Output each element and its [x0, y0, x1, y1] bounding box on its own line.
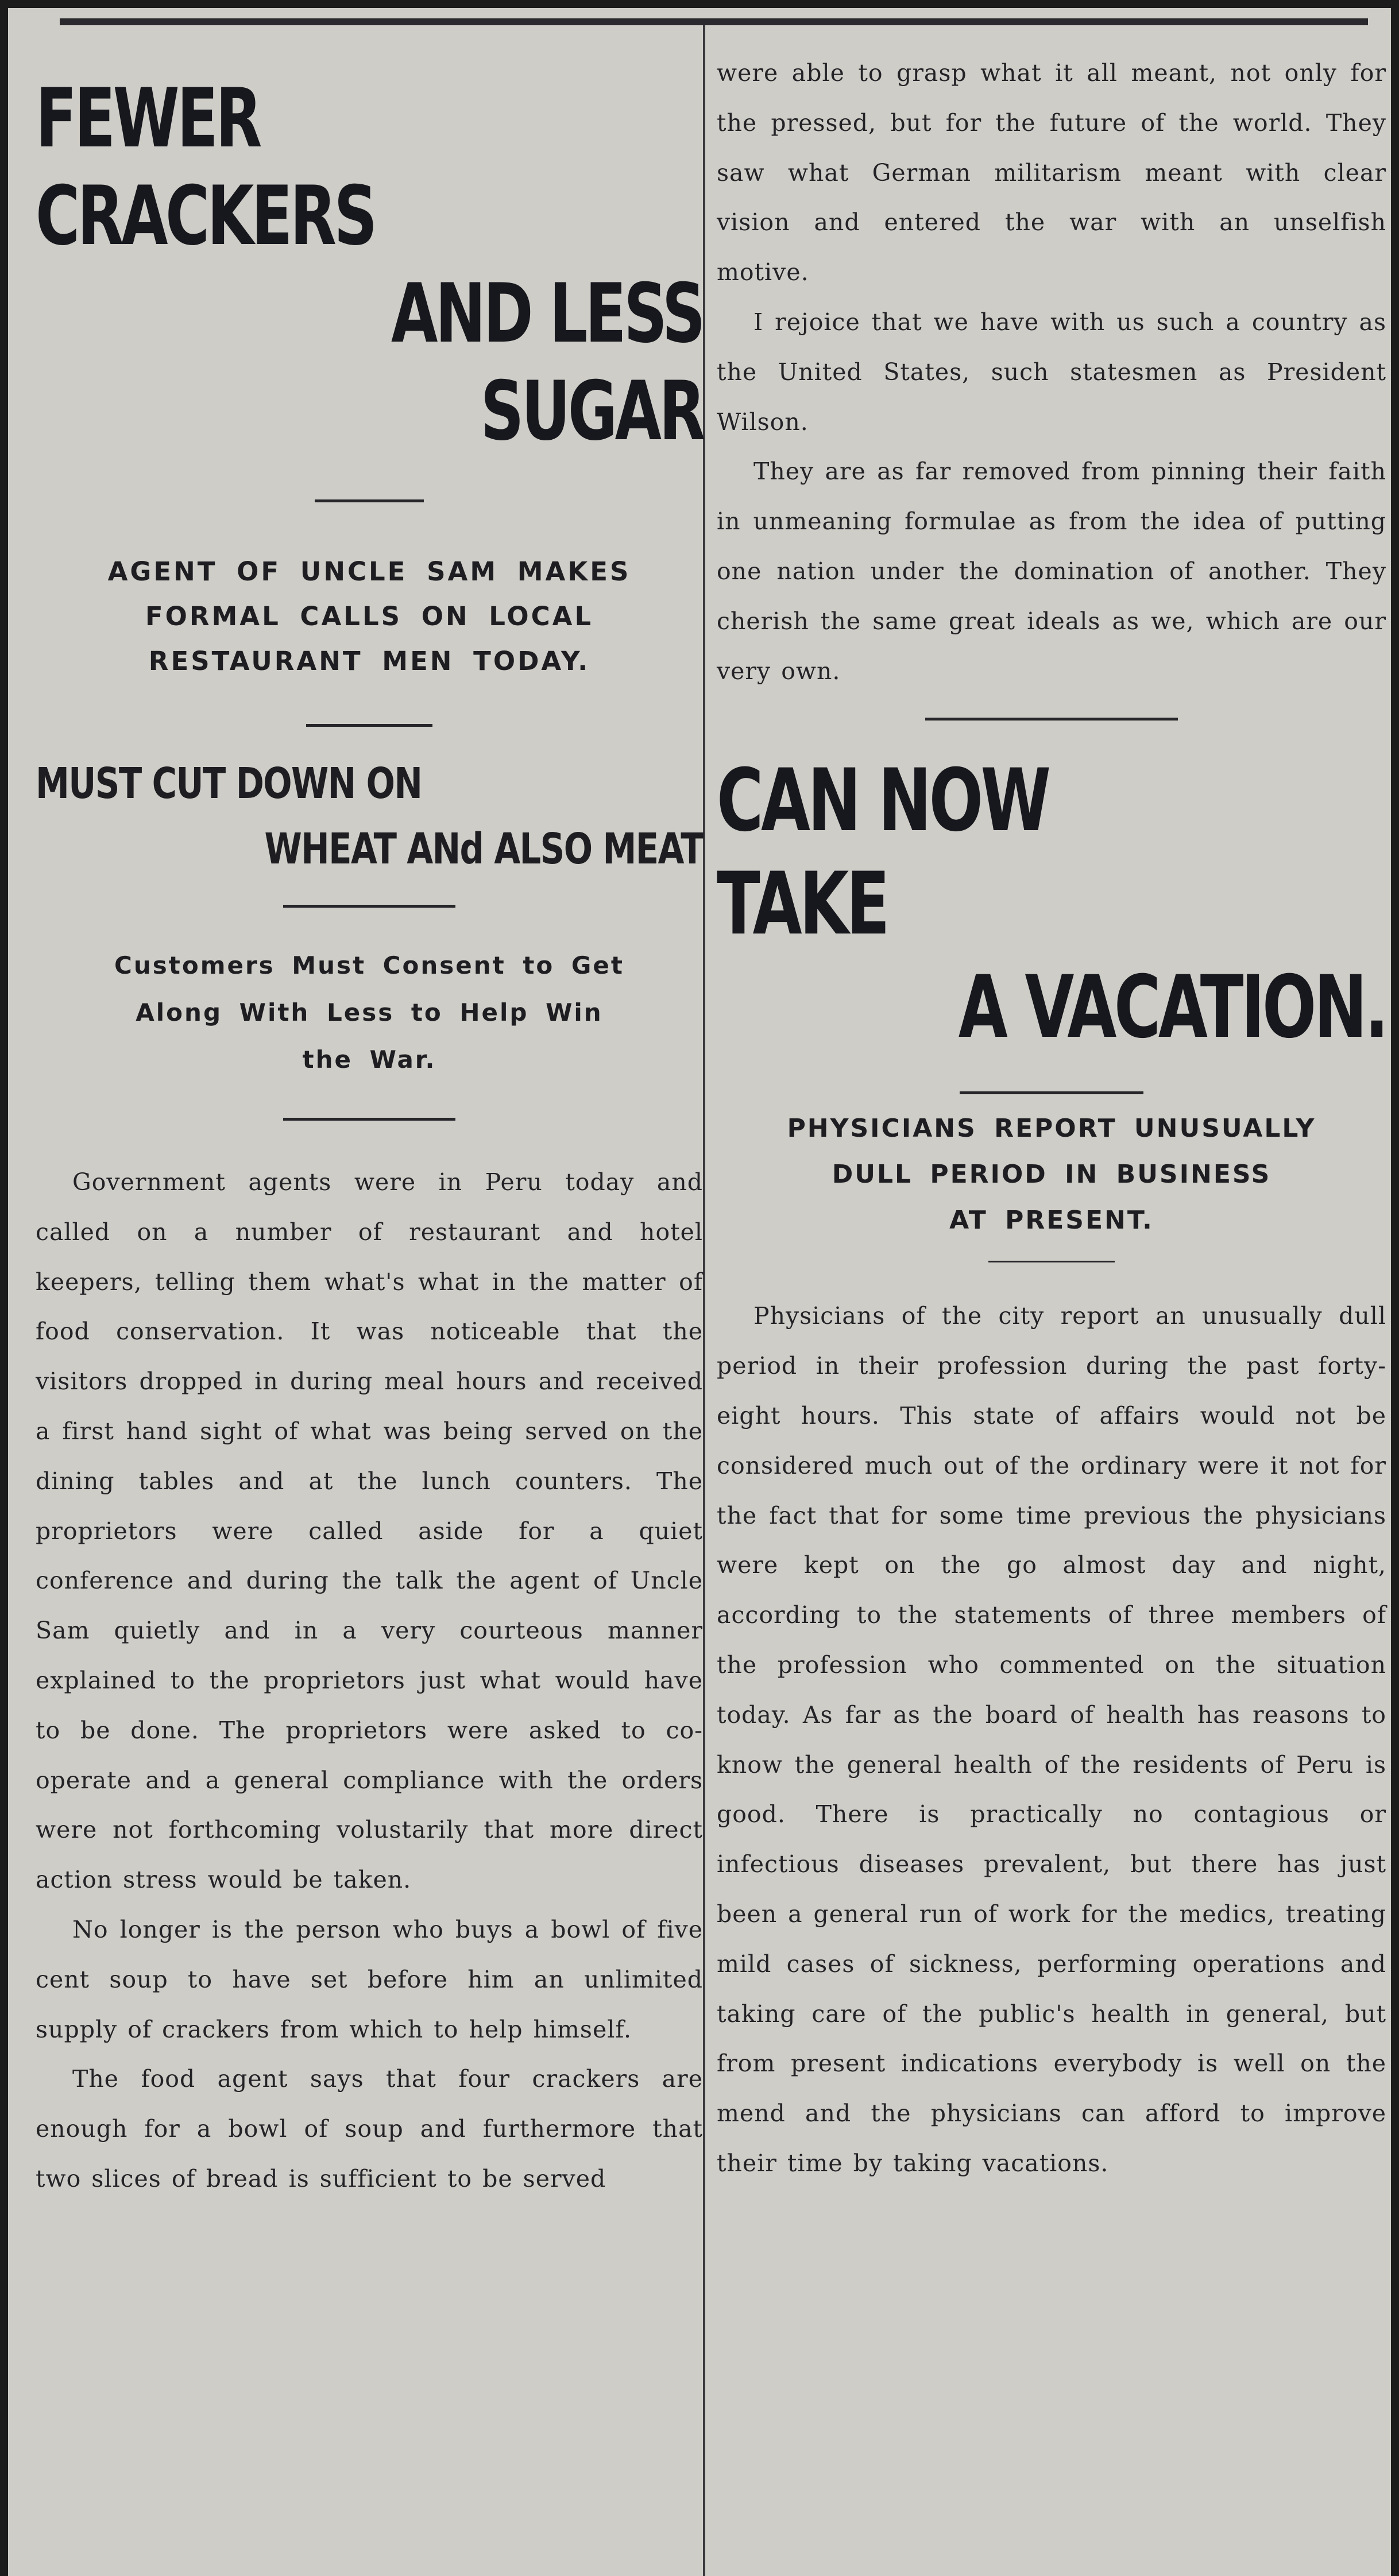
article-paragraph: I rejoice that we have with us such a country as the United States, such statesmen as President Wilson. [717, 308, 1386, 436]
deck-line: Customers Must Consent to Get [114, 951, 624, 979]
article-paragraph: Physicians of the city report an unusually dull period in their profession during the past forty-eight hours. This state of affairs would not be considered much out of the ordinary were it not for the fact that for some time previous the physicians were kept on the go almost day and night, according to the statements of three members of the profession who commented on the situation today. As far as the board of health has reasons to know the general health of the residents of Peru is good. There is practically no contagious or infectious diseases prevalent, but there has just been a general run of work for the medics, treating mild cases of sickness, performing operations and taking care of the public's health in general, but from present indications everybody is well on the mend and the physicians can afford to improve their time by taking vacations. [717, 1302, 1386, 2177]
article-paragraph: No longer is the person who buys a bowl of five cent soup to have set before him an unlimited supply of crackers from which to help himself. [36, 1915, 703, 2043]
deck-line: Along With Less to Help Win [136, 998, 603, 1026]
top-rule [60, 18, 1368, 25]
deck-line: DULL PERIOD IN BUSINESS [832, 1160, 1272, 1190]
right-column [717, 25, 1386, 2188]
deck-line: RESTAURANT MEN TODAY. [148, 646, 590, 676]
article-paragraph: They are as far removed from pinning their faith in unmeaning formulae as from the idea of putting one nation under the domination of another. They cherish the same great ideals as we, which are our very own. [717, 458, 1386, 685]
deck-line: PHYSICIANS REPORT UNUSUALLY [787, 1114, 1316, 1144]
deck-line: AGENT OF UNCLE SAM MAKES [107, 556, 631, 587]
article-paragraph: The food agent says that four crackers are enough for a bowl of soup and furthermore that two slices of bread is sufficient to be served [36, 2065, 703, 2192]
headline-line-2: A VACATION. [958, 958, 1386, 1058]
subhead-line-2: WHEAT ANd ALSO MEAT [264, 824, 703, 874]
subhead-line-1: MUST CUT DOWN ON [36, 759, 422, 808]
headline-line-1: CAN NOW TAKE [717, 751, 1049, 955]
left-column [36, 25, 703, 2204]
deck-line: AT PRESENT. [949, 1206, 1154, 1235]
deck-line: FORMAL CALLS ON LOCAL [145, 601, 594, 632]
article-paragraph: were able to grasp what it all meant, not only for the pressed, but for the future of the world. They saw what German militarism meant with clear vision and entered the war with an unselfish motive. [717, 59, 1386, 286]
headline-line-1: FEWER CRACKERS [36, 71, 375, 264]
column-divider [703, 25, 705, 2576]
headline-line-2: AND LESS SUGAR [391, 266, 703, 459]
newspaper-clipping [8, 8, 1391, 2576]
deck-line: the War. [302, 1045, 436, 1074]
article-paragraph: Government agents were in Peru today and called on a number of restaurant and hotel keepers, telling them what's what in the matter of food conservation. It was noticeable that the visitors dropped in during meal hours and received a first hand sight of what was being served on the dining tables and at the lunch counters. The proprietors were called aside for a quiet conference and during the talk the agent of Uncle Sam quietly and in a very courteous manner explained to the proprietors just what would have to be done. The proprietors were asked to co-operate and a general compliance with the orders were not forthcoming volustarily that more direct action stress would be taken. [36, 1168, 703, 1894]
